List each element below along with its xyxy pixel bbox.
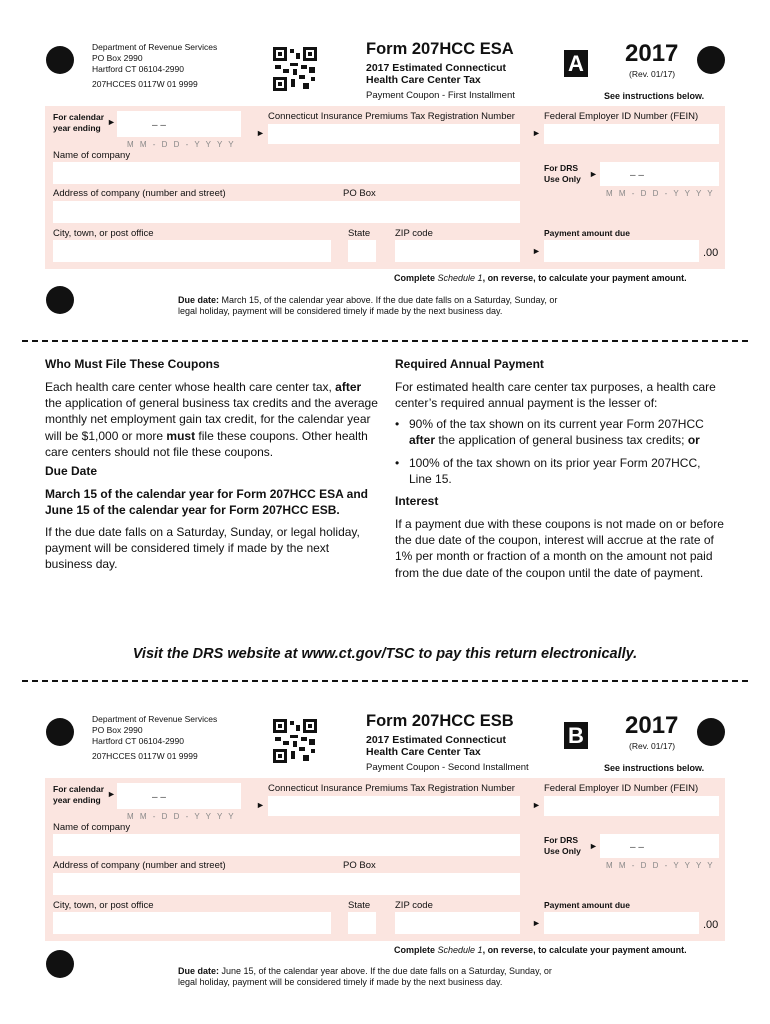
arrow-icon: ► xyxy=(532,128,541,138)
company-name-input[interactable] xyxy=(53,834,520,856)
address-label: Address of company (number and street) xyxy=(53,188,226,199)
due-date-note xyxy=(178,966,552,988)
date-separator: – – xyxy=(152,792,166,803)
address-label: Address of company (number and street) xyxy=(53,860,226,871)
arrow-icon: ► xyxy=(107,117,116,127)
subtitle-line-1: 2017 Estimated Connecticut xyxy=(366,734,507,746)
drs-line-2: Use Only xyxy=(544,174,581,184)
cents-label: .00 xyxy=(703,247,719,259)
due-bold-1: March 15 of the calendar year for Form 207HCC ESA and xyxy=(45,487,368,501)
pobox-label: PO Box xyxy=(343,188,376,199)
b2-text-1: 100% of the tax shown on its prior year Form 207HCC, xyxy=(409,456,701,470)
who-text-2: the application of general business tax credits and the average xyxy=(45,396,378,411)
address-input[interactable] xyxy=(53,201,520,223)
state-label: State xyxy=(348,900,371,911)
who-text-3: monthly net employment gain tax credit, for the calendar year xyxy=(45,412,371,427)
tax-year: 2017 xyxy=(625,712,679,739)
due-date-bold xyxy=(45,486,368,518)
interest-text xyxy=(395,516,724,581)
arrow-icon: ► xyxy=(532,800,541,810)
dept-name: Department of Revenue Services xyxy=(92,42,218,52)
drs-use-only-label xyxy=(544,835,581,857)
who-must-file-heading: Who Must File These Coupons xyxy=(45,357,220,371)
int-text-3: 1% per month or fraction of a month on the amount not paid xyxy=(395,549,713,564)
due-p-3: business day. xyxy=(45,557,118,572)
cut-line xyxy=(22,340,748,342)
city-label: City, town, or post office xyxy=(53,900,154,911)
cut-line xyxy=(22,680,748,682)
who-text-4a: will be $1,000 or more xyxy=(45,428,167,443)
date-format-hint: M M - D D - Y Y Y Y xyxy=(127,812,236,821)
due-p-1: If the due date falls on a Saturday, Sunday, or legal holiday, xyxy=(45,525,360,539)
payment-amount-input[interactable] xyxy=(544,912,699,934)
int-text-2: the due date of the coupon, interest will accrue at the rate of xyxy=(395,533,714,548)
agency-address xyxy=(92,714,217,762)
calendar-year-label xyxy=(53,112,104,134)
due-text: June 15, of the calendar year above. If the due date falls on a Saturday, Sunday, or xyxy=(219,966,552,976)
registration-mark xyxy=(46,950,74,978)
who-text-5: care centers should not file these coupons. xyxy=(45,444,274,459)
cents-label: .00 xyxy=(703,919,719,931)
arrow-icon: ► xyxy=(532,918,541,928)
qr-code-icon xyxy=(273,719,317,763)
tax-year: 2017 xyxy=(625,40,679,67)
company-name-label: Name of company xyxy=(53,822,131,833)
due-date-note xyxy=(178,295,557,317)
b1-after: after xyxy=(409,433,436,448)
cal-year-line-1: For calendar xyxy=(53,784,105,794)
b2-text-2: Line 15. xyxy=(409,472,452,487)
registration-mark xyxy=(697,46,725,74)
agency-address xyxy=(92,42,217,90)
b1-or: or xyxy=(687,433,700,448)
coupon-letter: A xyxy=(564,50,588,77)
b1-text-2: the application of general business tax credits; xyxy=(435,433,688,448)
calendar-year-input[interactable] xyxy=(117,783,241,809)
arrow-icon: ► xyxy=(256,800,265,810)
req-text-2: center’s required annual payment is the lesser of: xyxy=(395,396,658,411)
complete-schedule-note xyxy=(394,273,687,283)
int-text-4: from the due date of the coupon until the date of payment. xyxy=(395,565,704,580)
arrow-icon: ► xyxy=(589,841,598,851)
due-text: March 15, of the calendar year above. If the due date falls on a Saturday, Sunday, or xyxy=(219,295,558,305)
form-title: Form 207HCC ESA xyxy=(366,40,514,58)
see-instructions: See instructions below. xyxy=(604,91,705,101)
due-date-text xyxy=(45,524,360,573)
who-must-file-text xyxy=(45,379,380,460)
arrow-icon: ► xyxy=(256,128,265,138)
installment-label: Payment Coupon - First Installment xyxy=(366,90,515,101)
drs-use-only-input xyxy=(600,834,719,858)
arrow-icon: ► xyxy=(532,246,541,256)
drs-use-only-input xyxy=(600,162,719,186)
subtitle-line-2: Health Care Center Tax xyxy=(366,74,481,86)
drs-line-1: For DRS xyxy=(544,835,578,845)
complete-suffix: , on reverse, to calculate your payment amount. xyxy=(482,945,687,955)
subtitle-line-2: Health Care Center Tax xyxy=(366,746,481,758)
cal-year-line-2: year ending xyxy=(53,795,101,805)
see-instructions: See instructions below. xyxy=(604,763,705,773)
complete-prefix: Complete xyxy=(394,273,438,283)
insurance-reg-label: Connecticut Insurance Premiums Tax Registration Number xyxy=(268,111,515,122)
revision-date: (Rev. 01/17) xyxy=(629,69,676,79)
calendar-year-label xyxy=(53,784,104,806)
schedule-link: Schedule 1 xyxy=(437,273,483,283)
dept-name: Department of Revenue Services xyxy=(92,714,218,724)
bullet-icon: • xyxy=(395,417,400,431)
arrow-icon: ► xyxy=(107,789,116,799)
fein-input[interactable] xyxy=(544,124,719,144)
bullet-2-text xyxy=(409,455,700,487)
b1-text-1: 90% of the tax shown on its current year Form 207HCC xyxy=(409,417,704,431)
payment-amount-input[interactable] xyxy=(544,240,699,262)
form-subtitle xyxy=(366,62,506,86)
req-text-1: For estimated health care center tax purposes, a health care xyxy=(395,380,716,394)
zip-input[interactable] xyxy=(395,240,520,262)
insurance-reg-input[interactable] xyxy=(268,124,520,144)
calendar-year-input[interactable] xyxy=(117,111,241,137)
cal-year-line-1: For calendar xyxy=(53,112,105,122)
who-text-1: Each health care center whose health care center tax, xyxy=(45,380,336,394)
bullet-icon: • xyxy=(395,456,400,470)
fein-input[interactable] xyxy=(544,796,719,816)
fein-label: Federal Employer ID Number (FEIN) xyxy=(544,111,699,122)
address-input[interactable] xyxy=(53,873,520,895)
fein-label: Federal Employer ID Number (FEIN) xyxy=(544,783,699,794)
required-payment-text xyxy=(395,379,716,411)
int-text-1: If a payment due with these coupons is not made on or before xyxy=(395,517,724,531)
due-date-heading: Due Date xyxy=(45,464,98,478)
drs-line-1: For DRS xyxy=(544,163,578,173)
interest-heading: Interest xyxy=(395,494,439,508)
date-separator: – – xyxy=(152,120,166,131)
dept-pobox: PO Box 2990 xyxy=(92,53,143,63)
zip-label: ZIP code xyxy=(395,228,433,239)
registration-mark xyxy=(46,46,74,74)
insurance-reg-input[interactable] xyxy=(268,796,520,816)
city-input[interactable] xyxy=(53,912,331,934)
insurance-reg-label: Connecticut Insurance Premiums Tax Registration Number xyxy=(268,783,515,794)
drs-use-only-label xyxy=(544,163,581,185)
zip-input[interactable] xyxy=(395,912,520,934)
state-input[interactable] xyxy=(348,240,376,262)
arrow-icon: ► xyxy=(589,169,598,179)
pobox-label: PO Box xyxy=(343,860,376,871)
drs-line-2: Use Only xyxy=(544,846,581,856)
form-subtitle xyxy=(366,734,506,758)
coupon-letter: B xyxy=(564,722,588,749)
due-bold-2: June 15 of the calendar year for Form 207HCC ESB. xyxy=(45,503,340,518)
zip-label: ZIP code xyxy=(395,900,433,911)
company-name-input[interactable] xyxy=(53,162,520,184)
registration-mark xyxy=(46,286,74,314)
complete-prefix: Complete xyxy=(394,945,438,955)
visit-website-banner: Visit the DRS website at www.ct.gov/TSC to pay this return electronically. xyxy=(132,646,638,662)
due-label: Due date: xyxy=(178,295,220,305)
city-label: City, town, or post office xyxy=(53,228,154,239)
date-format-hint: M M - D D - Y Y Y Y xyxy=(606,189,715,198)
due-text-2: legal holiday, payment will be considered timely if made by the next business day. xyxy=(178,306,503,316)
who-after: after xyxy=(335,380,362,394)
date-format-hint: M M - D D - Y Y Y Y xyxy=(606,861,715,870)
schedule-link: Schedule 1 xyxy=(437,945,483,955)
form-code: 207HCCES 0117W 01 9999 xyxy=(92,751,198,761)
form-code: 207HCCES 0117W 01 9999 xyxy=(92,79,198,89)
dept-pobox: PO Box 2990 xyxy=(92,725,143,735)
date-separator: – – xyxy=(630,842,644,853)
due-text-2: legal holiday, payment will be considered timely if made by the next business day. xyxy=(178,977,503,987)
dept-city: Hartford CT 06104-2990 xyxy=(92,736,184,746)
revision-date: (Rev. 01/17) xyxy=(629,741,676,751)
complete-schedule-note xyxy=(394,945,687,955)
company-name-label: Name of company xyxy=(53,150,131,161)
bullet-1-text xyxy=(409,416,704,448)
registration-mark xyxy=(697,718,725,746)
state-input[interactable] xyxy=(348,912,376,934)
subtitle-line-1: 2017 Estimated Connecticut xyxy=(366,62,507,74)
installment-label: Payment Coupon - Second Installment xyxy=(366,762,529,773)
due-label: Due date: xyxy=(178,966,220,976)
state-label: State xyxy=(348,228,371,239)
qr-code-icon xyxy=(273,47,317,91)
date-separator: – – xyxy=(630,170,644,181)
form-title: Form 207HCC ESB xyxy=(366,712,514,730)
cal-year-line-2: year ending xyxy=(53,123,101,133)
payment-label: Payment amount due xyxy=(544,228,630,238)
payment-label: Payment amount due xyxy=(544,900,630,910)
who-must: must xyxy=(166,428,196,443)
complete-suffix: , on reverse, to calculate your payment amount. xyxy=(482,273,687,283)
who-text-4b: file these coupons. Other health xyxy=(195,428,368,443)
required-payment-heading: Required Annual Payment xyxy=(395,357,544,371)
date-format-hint: M M - D D - Y Y Y Y xyxy=(127,140,236,149)
dept-city: Hartford CT 06104-2990 xyxy=(92,64,184,74)
registration-mark xyxy=(46,718,74,746)
due-p-2: payment will be considered timely if made by the next xyxy=(45,541,330,556)
city-input[interactable] xyxy=(53,240,331,262)
